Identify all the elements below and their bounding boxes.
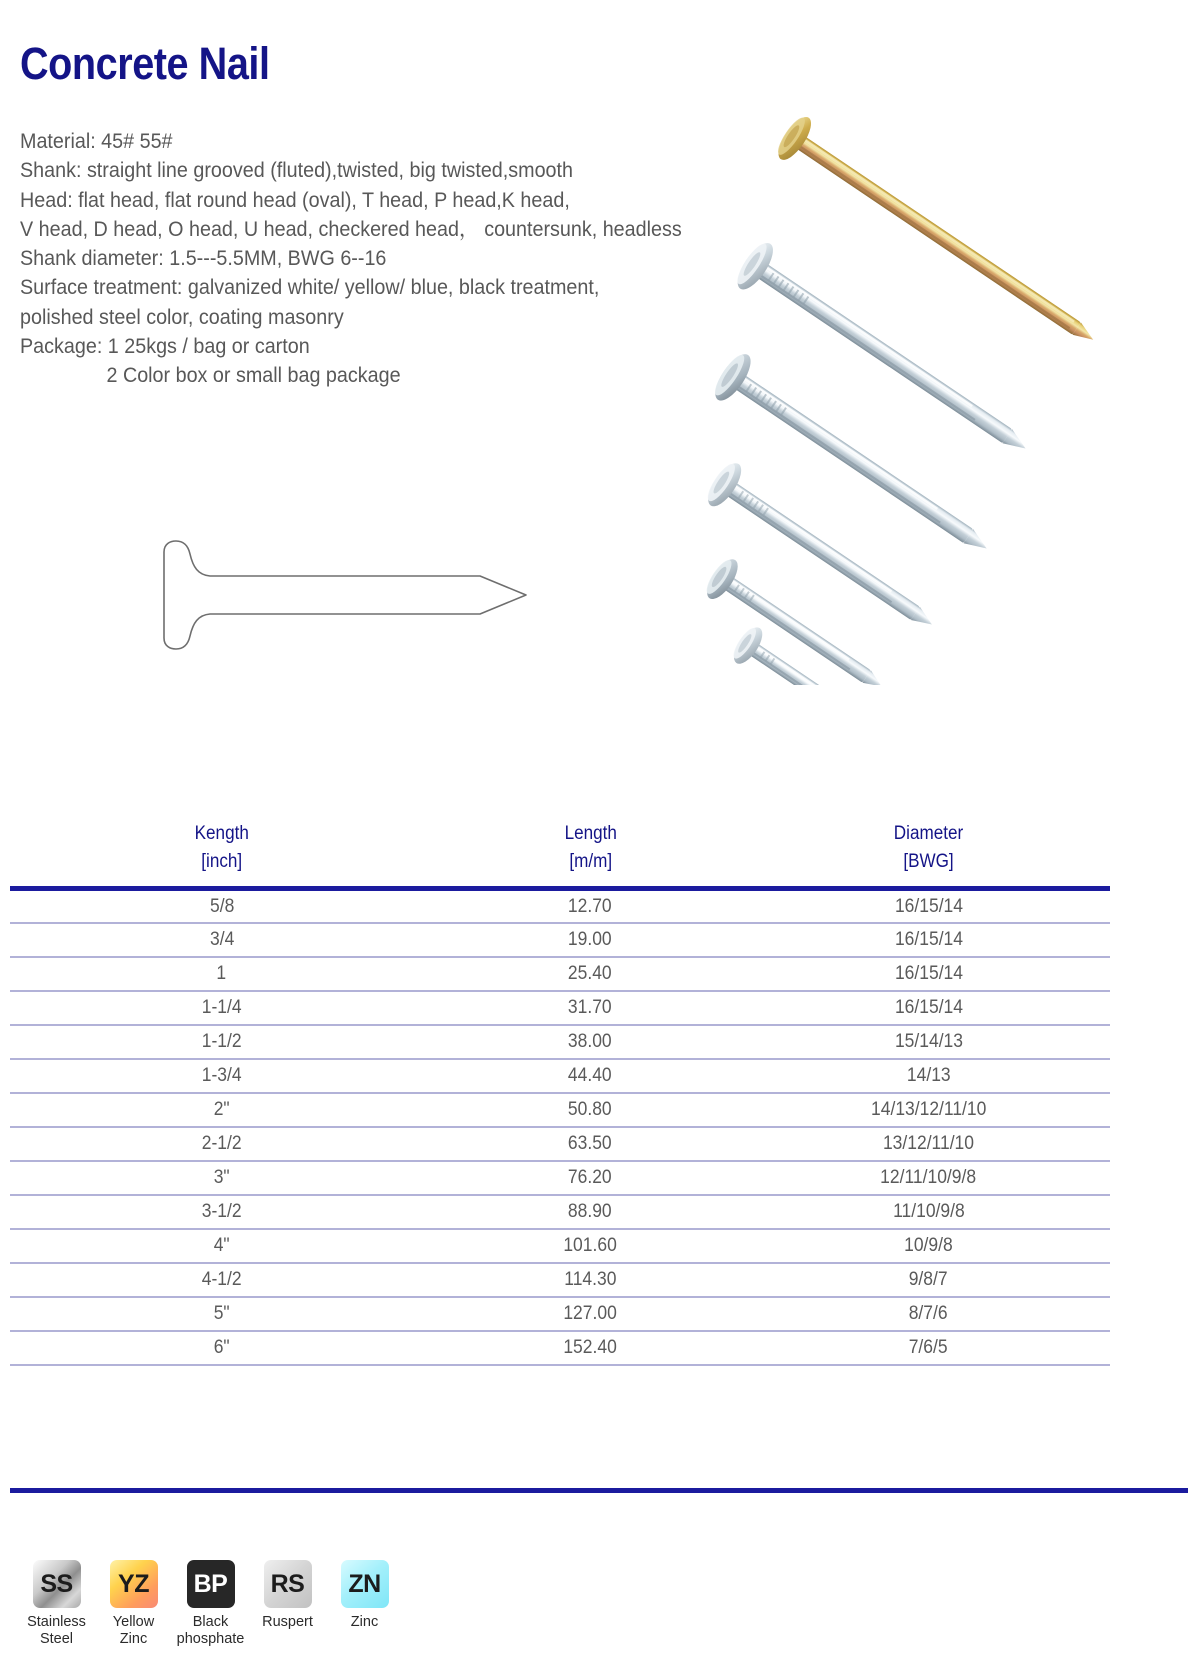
nail-photo-3-galvanized [709, 349, 1002, 571]
table-row [10, 1297, 1110, 1331]
cell-diameter: 16/15/14 [747, 889, 1110, 923]
spec-line-material: Material: 45# 55# [20, 130, 173, 153]
cell-diameter: 14/13/12/11/10 [747, 1093, 1110, 1127]
specification-table [10, 820, 1110, 1366]
table-row [10, 1229, 1110, 1263]
cell-diameter: 8/7/6 [747, 1297, 1110, 1331]
cell-diameter: 16/15/14 [747, 957, 1110, 991]
cell-length-mm: 12.70 [434, 889, 748, 923]
column-header-length-inch-main: Kength [194, 823, 249, 844]
spec-line-surface-1: Surface treatment: galvanized white/ yellow/ blue, black treatment, [20, 276, 600, 300]
nail-photo-1-yellow-zinc [772, 112, 1107, 361]
cell-length-mm: 19.00 [434, 923, 748, 957]
spec-line-package-2: 2 Color box or small bag package [106, 364, 401, 388]
cell-length-inch: 4-1/2 [10, 1263, 434, 1297]
cell-length-mm: 114.30 [434, 1263, 748, 1297]
table-header [10, 820, 1110, 889]
cell-length-mm: 50.80 [434, 1093, 748, 1127]
nail-photo-4-galvanized [702, 458, 946, 645]
cell-diameter: 11/10/9/8 [747, 1195, 1110, 1229]
cell-length-inch: 1 [10, 957, 434, 991]
cell-length-inch: 1-1/2 [10, 1025, 434, 1059]
finish-label-yellow-zinc-line2: Zinc [119, 1631, 148, 1647]
cell-length-mm: 152.40 [434, 1331, 748, 1365]
cell-length-mm: 127.00 [434, 1297, 748, 1331]
black-phosphate-icon: BP [187, 1560, 235, 1608]
spec-line-shank-diameter: Shank diameter: 1.5---5.5MM, BWG 6--16 [20, 247, 387, 271]
cell-diameter: 14/13 [747, 1059, 1110, 1093]
cell-diameter: 7/6/5 [747, 1331, 1110, 1365]
cell-length-inch: 3/4 [10, 923, 434, 957]
table-body [10, 889, 1110, 1365]
page-title: Concrete Nail [20, 38, 270, 89]
cell-length-mm: 76.20 [434, 1161, 748, 1195]
table-row [10, 1127, 1110, 1161]
table-row [10, 1093, 1110, 1127]
cell-diameter: 15/14/13 [747, 1025, 1110, 1059]
cell-length-mm: 88.90 [434, 1195, 748, 1229]
cell-diameter: 16/15/14 [747, 923, 1110, 957]
table-row [10, 889, 1110, 923]
table-row [10, 991, 1110, 1025]
cell-length-inch: 3-1/2 [10, 1195, 434, 1229]
table-row [10, 957, 1110, 991]
spec-line-package-1: Package: 1 25kgs / bag or carton [20, 335, 310, 359]
cell-diameter: 16/15/14 [747, 991, 1110, 1025]
cell-diameter: 9/8/7 [747, 1263, 1110, 1297]
concrete-nail-photo-group [700, 95, 1200, 685]
zinc-icon: ZN [341, 1560, 389, 1608]
finish-label-stainless-steel-line2: Steel [39, 1631, 74, 1647]
cell-length-inch: 4" [10, 1229, 434, 1263]
stainless-steel-icon: SS [33, 1560, 81, 1608]
cell-diameter: 12/11/10/9/8 [747, 1161, 1110, 1195]
cell-length-mm: 101.60 [434, 1229, 748, 1263]
footer-separator-rule [10, 1488, 1188, 1493]
surface-finish-badge-row [18, 1560, 403, 1648]
cell-diameter: 13/12/11/10 [747, 1127, 1110, 1161]
ruspert-icon: RS [264, 1560, 312, 1608]
finish-badge-yellow-zinc [95, 1560, 172, 1648]
finish-label-zinc-line1: Zinc [350, 1614, 379, 1630]
column-header-length-inch-unit: [inch] [201, 851, 243, 872]
cell-length-inch: 6" [10, 1331, 434, 1365]
table-row [10, 923, 1110, 957]
table-row [10, 1263, 1110, 1297]
column-header-length-mm [434, 820, 748, 886]
cell-length-inch: 2" [10, 1093, 434, 1127]
finish-label-black-phosphate-line1: Black [192, 1614, 229, 1630]
finish-badge-zinc [326, 1560, 403, 1648]
cell-length-inch: 2-1/2 [10, 1127, 434, 1161]
cell-length-inch: 1-1/4 [10, 991, 434, 1025]
spec-line-head-2: V head, D head, O head, U head, checkered head， countersunk, headless [20, 217, 682, 241]
cell-length-mm: 38.00 [434, 1025, 748, 1059]
table-row [10, 1025, 1110, 1059]
table-row [10, 1059, 1110, 1093]
finish-badge-ruspert [249, 1560, 326, 1648]
cell-length-mm: 63.50 [434, 1127, 748, 1161]
column-header-diameter-bwg-unit: [BWG] [903, 851, 954, 872]
spec-line-surface-2: polished steel color, coating masonry [20, 305, 344, 329]
table-row [10, 1161, 1110, 1195]
spec-line-head-1: Head: flat head, flat round head (oval), T head, P head,K head, [20, 188, 570, 212]
cell-length-inch: 1-3/4 [10, 1059, 434, 1093]
column-header-diameter-bwg [747, 820, 1110, 886]
cell-length-mm: 44.40 [434, 1059, 748, 1093]
yellow-zinc-icon: YZ [110, 1560, 158, 1608]
column-header-length-mm-main: Length [564, 823, 617, 844]
column-header-length-mm-unit: [m/m] [568, 851, 612, 872]
column-header-length-inch [10, 820, 434, 886]
finish-label-stainless-steel-line1: Stainless [27, 1614, 86, 1630]
specification-text-block [20, 127, 720, 391]
finish-label-yellow-zinc-line1: Yellow [112, 1614, 155, 1630]
cell-length-mm: 25.40 [434, 957, 748, 991]
finish-badge-black-phosphate [172, 1560, 249, 1648]
cell-length-inch: 5" [10, 1297, 434, 1331]
cell-length-inch: 5/8 [10, 889, 434, 923]
cell-length-mm: 31.70 [434, 991, 748, 1025]
concrete-nail-outline-diagram [150, 530, 550, 660]
finish-label-black-phosphate-line2: phosphate [176, 1631, 245, 1647]
finish-badge-stainless-steel [18, 1560, 95, 1648]
column-header-diameter-bwg-main: Diameter [893, 823, 964, 844]
cell-diameter: 10/9/8 [747, 1229, 1110, 1263]
table-row [10, 1195, 1110, 1229]
table-row [10, 1331, 1110, 1365]
finish-label-ruspert-line1: Ruspert [262, 1614, 313, 1630]
cell-length-inch: 3" [10, 1161, 434, 1195]
spec-line-shank: Shank: straight line grooved (fluted),twisted, big twisted,smooth [20, 159, 574, 183]
